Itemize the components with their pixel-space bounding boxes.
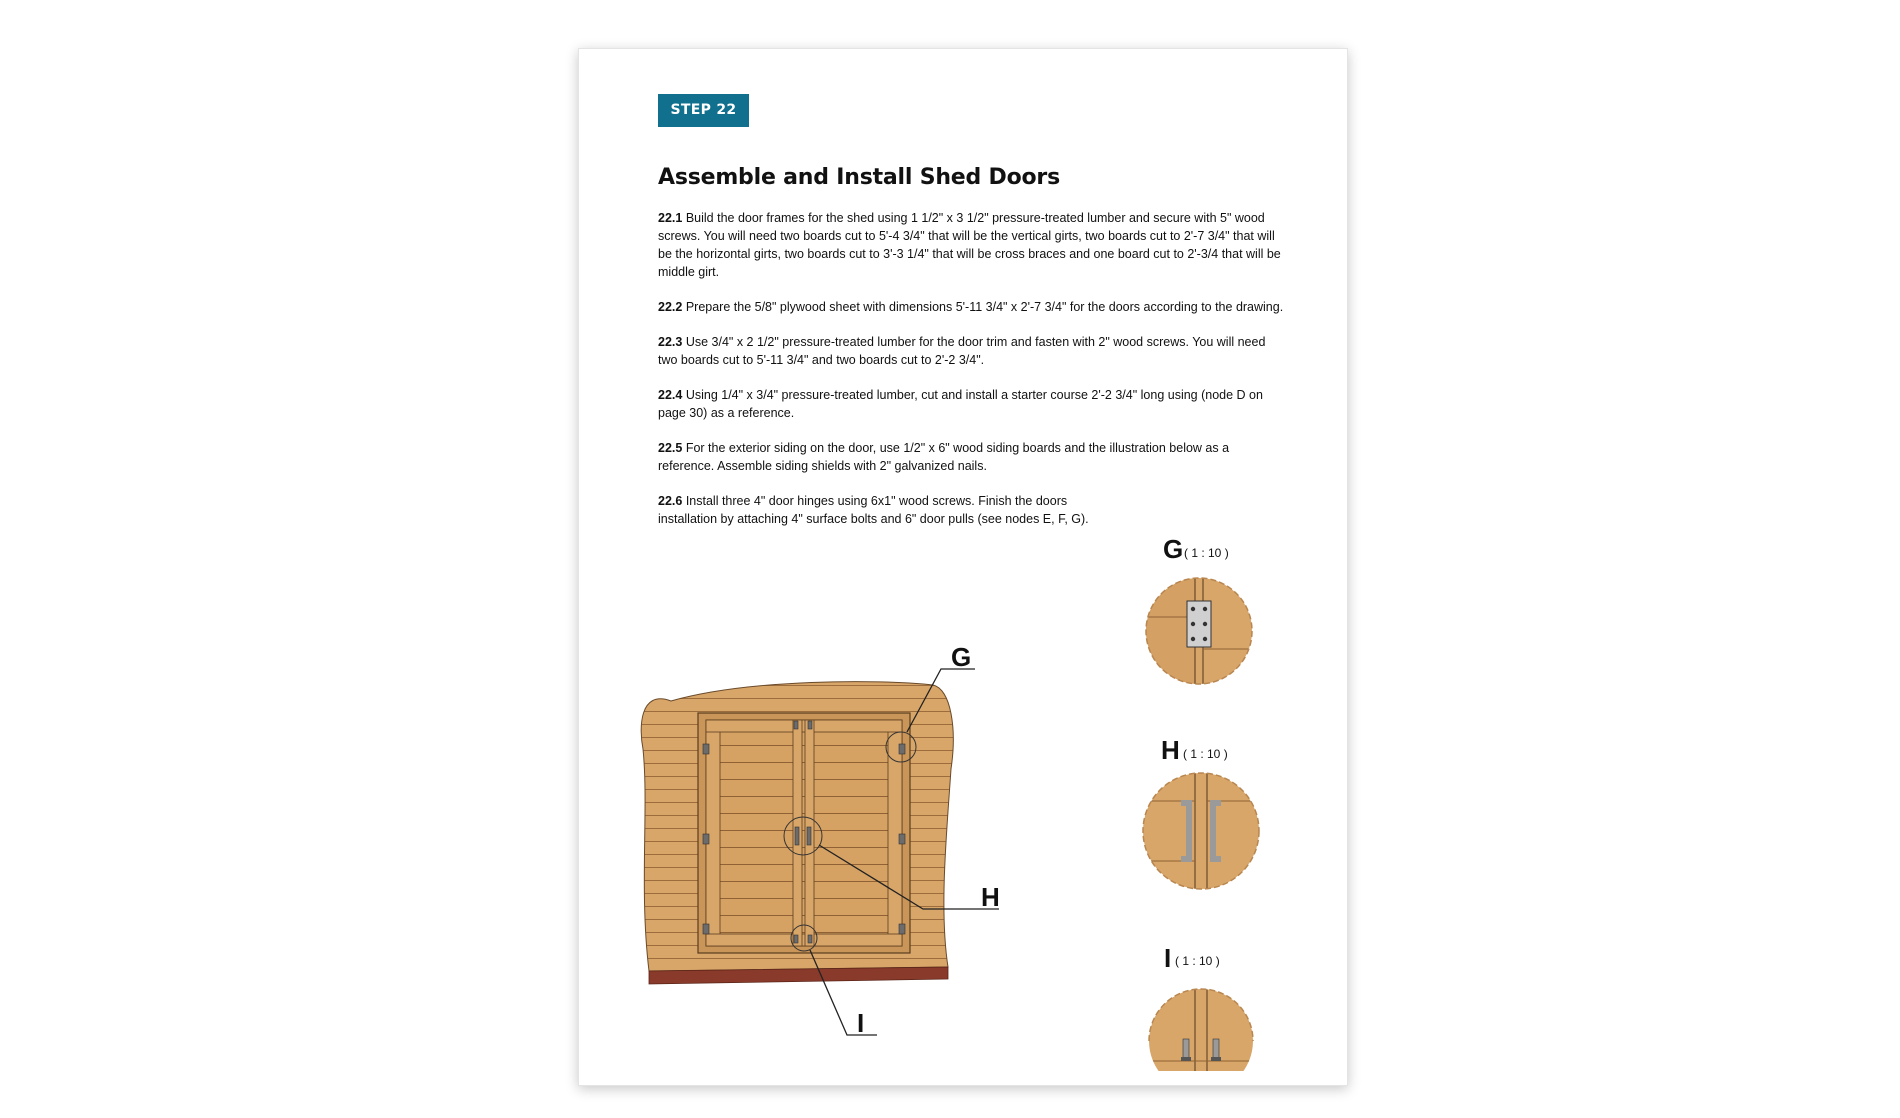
detail-g-letter: G [1163, 534, 1184, 564]
door-illustration [579, 49, 1347, 1085]
paragraph-number: 22.2 [658, 300, 683, 314]
step-badge: STEP 22 [658, 94, 749, 127]
detail-i-scale: ( 1 : 10 ) [1175, 954, 1220, 968]
detail-h-scale: ( 1 : 10 ) [1183, 747, 1228, 761]
detail-h-letter: H [1161, 735, 1180, 765]
paragraph-text: Prepare the 5/8" plywood sheet with dimensions 5'-11 3/4" x 2'-7 3/4" for the doors according to the drawing. [685, 300, 1284, 314]
paragraph-number: 22.5 [658, 441, 683, 455]
callout-g-label: G [951, 642, 972, 672]
paragraph-number: 22.6 [658, 494, 683, 508]
page-title: Assemble and Install Shed Doors [658, 165, 1060, 190]
detail-g-scale: ( 1 : 10 ) [1184, 546, 1229, 560]
detail-i [1139, 943, 1279, 1085]
manual-page [578, 48, 1348, 1086]
callout-h-label: H [981, 882, 1000, 912]
paragraph-number: 22.4 [658, 388, 683, 402]
detail-i-letter: I [1164, 943, 1172, 973]
detail-i-cropmask [1139, 1071, 1279, 1085]
paragraph-text: Install three 4" door hinges using 6x1" wood screws. Finish the doors installation by attaching 4" surface bolts and 6" door pulls (see nodes E, F, G). [658, 494, 1089, 526]
paragraph-text: Use 3/4" x 2 1/2" pressure-treated lumber for the door trim and fasten with 2" wood screws. You will need two boards cut to 5'-11 3/4" and two boards cut to 2'-2 3/4". [658, 335, 1266, 367]
detail-g [1139, 534, 1259, 691]
paragraph-number: 22.3 [658, 335, 683, 349]
paragraph-text: Build the door frames for the shed using 1 1/2" x 3 1/2" pressure-treated lumber and secure with 5" wood screws. You will need two boards cut to 5'-4 3/4" that will be the vertical girts, two boards cut to 2'-7 3/4" that will be the horizontal girts, two boards cut to 3'-3 1/4" that will be cross braces and one board cut to 2'-3/4 that will be middle girt. [658, 211, 1281, 279]
callout-i-label: I [857, 1008, 865, 1038]
paragraph-number: 22.1 [658, 211, 683, 225]
paragraph-text: Using 1/4" x 3/4" pressure-treated lumber, cut and install a starter course 2'-2 3/4" long using (node D on page 30) as a reference. [658, 388, 1263, 420]
detail-h [1139, 735, 1263, 893]
paragraph-text: For the exterior siding on the door, use 1/2" x 6" wood siding boards and the illustration below as a reference. Assemble siding shields with 2" galvanized nails. [658, 441, 1230, 473]
